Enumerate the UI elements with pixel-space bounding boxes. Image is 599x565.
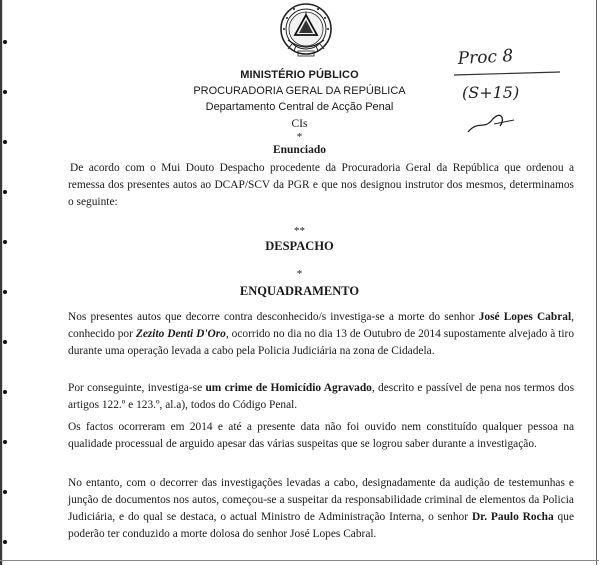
punch-hole — [3, 490, 7, 494]
subject-heading: Enunciado — [272, 144, 327, 156]
punch-hole — [3, 390, 7, 394]
punch-hole — [3, 540, 7, 544]
institution-heading: MINISTÉRIO PÚBLICO — [240, 69, 359, 81]
despacho-stars: ** — [294, 225, 305, 237]
p4-text-1: No entanto, com o decorrer das investigações levadas a cabo, designadamente da audição de testemunhas e junção de documentos nos autos, começou-se a suspeitar da responsabilidade criminal de elementos da Policia Judiciária, e do qual se destaca, o actual Ministro de Administração Interna, o senhor — [68, 477, 574, 523]
scan-right-edge — [596, 0, 597, 565]
punch-hole — [3, 340, 7, 344]
punch-hole — [3, 440, 7, 444]
p1-text-1: Nos presentes autos que decorre contra desconhecido/s investiga-se a morte do senhor — [68, 311, 479, 323]
despacho-heading: DESPACHO — [265, 239, 334, 253]
unit-heading: CIs — [291, 118, 308, 130]
paragraph-facts: Os factos ocorreram em 2014 e até a presente data não foi ouvido nem constituído qualquer pessoa na qualidade processual de arguido apesar das várias suspeitas que se logrou saber durante a investigação. — [68, 421, 574, 450]
punch-hole — [3, 190, 7, 194]
p1-text-2: , conhecido por — [68, 311, 574, 340]
victim-alias: Zezito Denti D'Oro — [135, 328, 226, 340]
p4-text-2: que poderão ter conduzido a morte dolosa do senhor José Lopes Cabral. — [68, 511, 575, 540]
scan-left-edge — [0, 0, 10, 565]
p1-text-3: , ocorrido no dia no dia 13 de Outubro de 2014 supostamente alvejado à tiro durante uma operação levada a cabo pela Policia Judiciária na zona de Cidadela. — [68, 328, 575, 357]
intro-paragraph: De acordo com o Mui Douto Despacho procedente da Procuradoria Geral da República que ordenou a remessa dos presentes autos ao DCAP/SCV da PGR e que nos designou instrutor dos mesmos, determinamos o seguinte: — [68, 162, 574, 208]
crime-name: um crime de Homicídio Agravado — [205, 382, 372, 394]
header-separator: * — [296, 131, 303, 143]
suspect-name: Dr. Paulo Rocha — [471, 511, 554, 523]
handwritten-line-1: Proc 8 — [457, 46, 514, 69]
office-heading: PROCURADORIA GERAL DA REPÚBLICA — [193, 85, 406, 97]
enquadramento-star: * — [296, 268, 303, 280]
department-heading: Departamento Central de Acção Penal — [205, 101, 394, 113]
paragraph-victim — [68, 309, 574, 360]
handwritten-line-2: (S+15) — [462, 83, 520, 102]
scan-bottom-edge — [0, 560, 599, 561]
p2-text-2: , descrito e passível de pena nos termos dos artigos 122.º e 123.º, al.a), todos do Código Penal. — [68, 382, 575, 411]
enquadramento-heading: ENQUADRAMENTO — [239, 284, 360, 298]
victim-name: José Lopes Cabral — [478, 311, 572, 323]
paragraph-crime — [68, 380, 574, 414]
paragraph-suspicion — [68, 475, 574, 543]
p2-text-1: Por conseguinte, investiga-se — [68, 382, 206, 394]
handwritten-annotation — [448, 40, 578, 140]
punch-hole — [3, 40, 7, 44]
coat-of-arms-seal-icon — [276, 2, 336, 60]
